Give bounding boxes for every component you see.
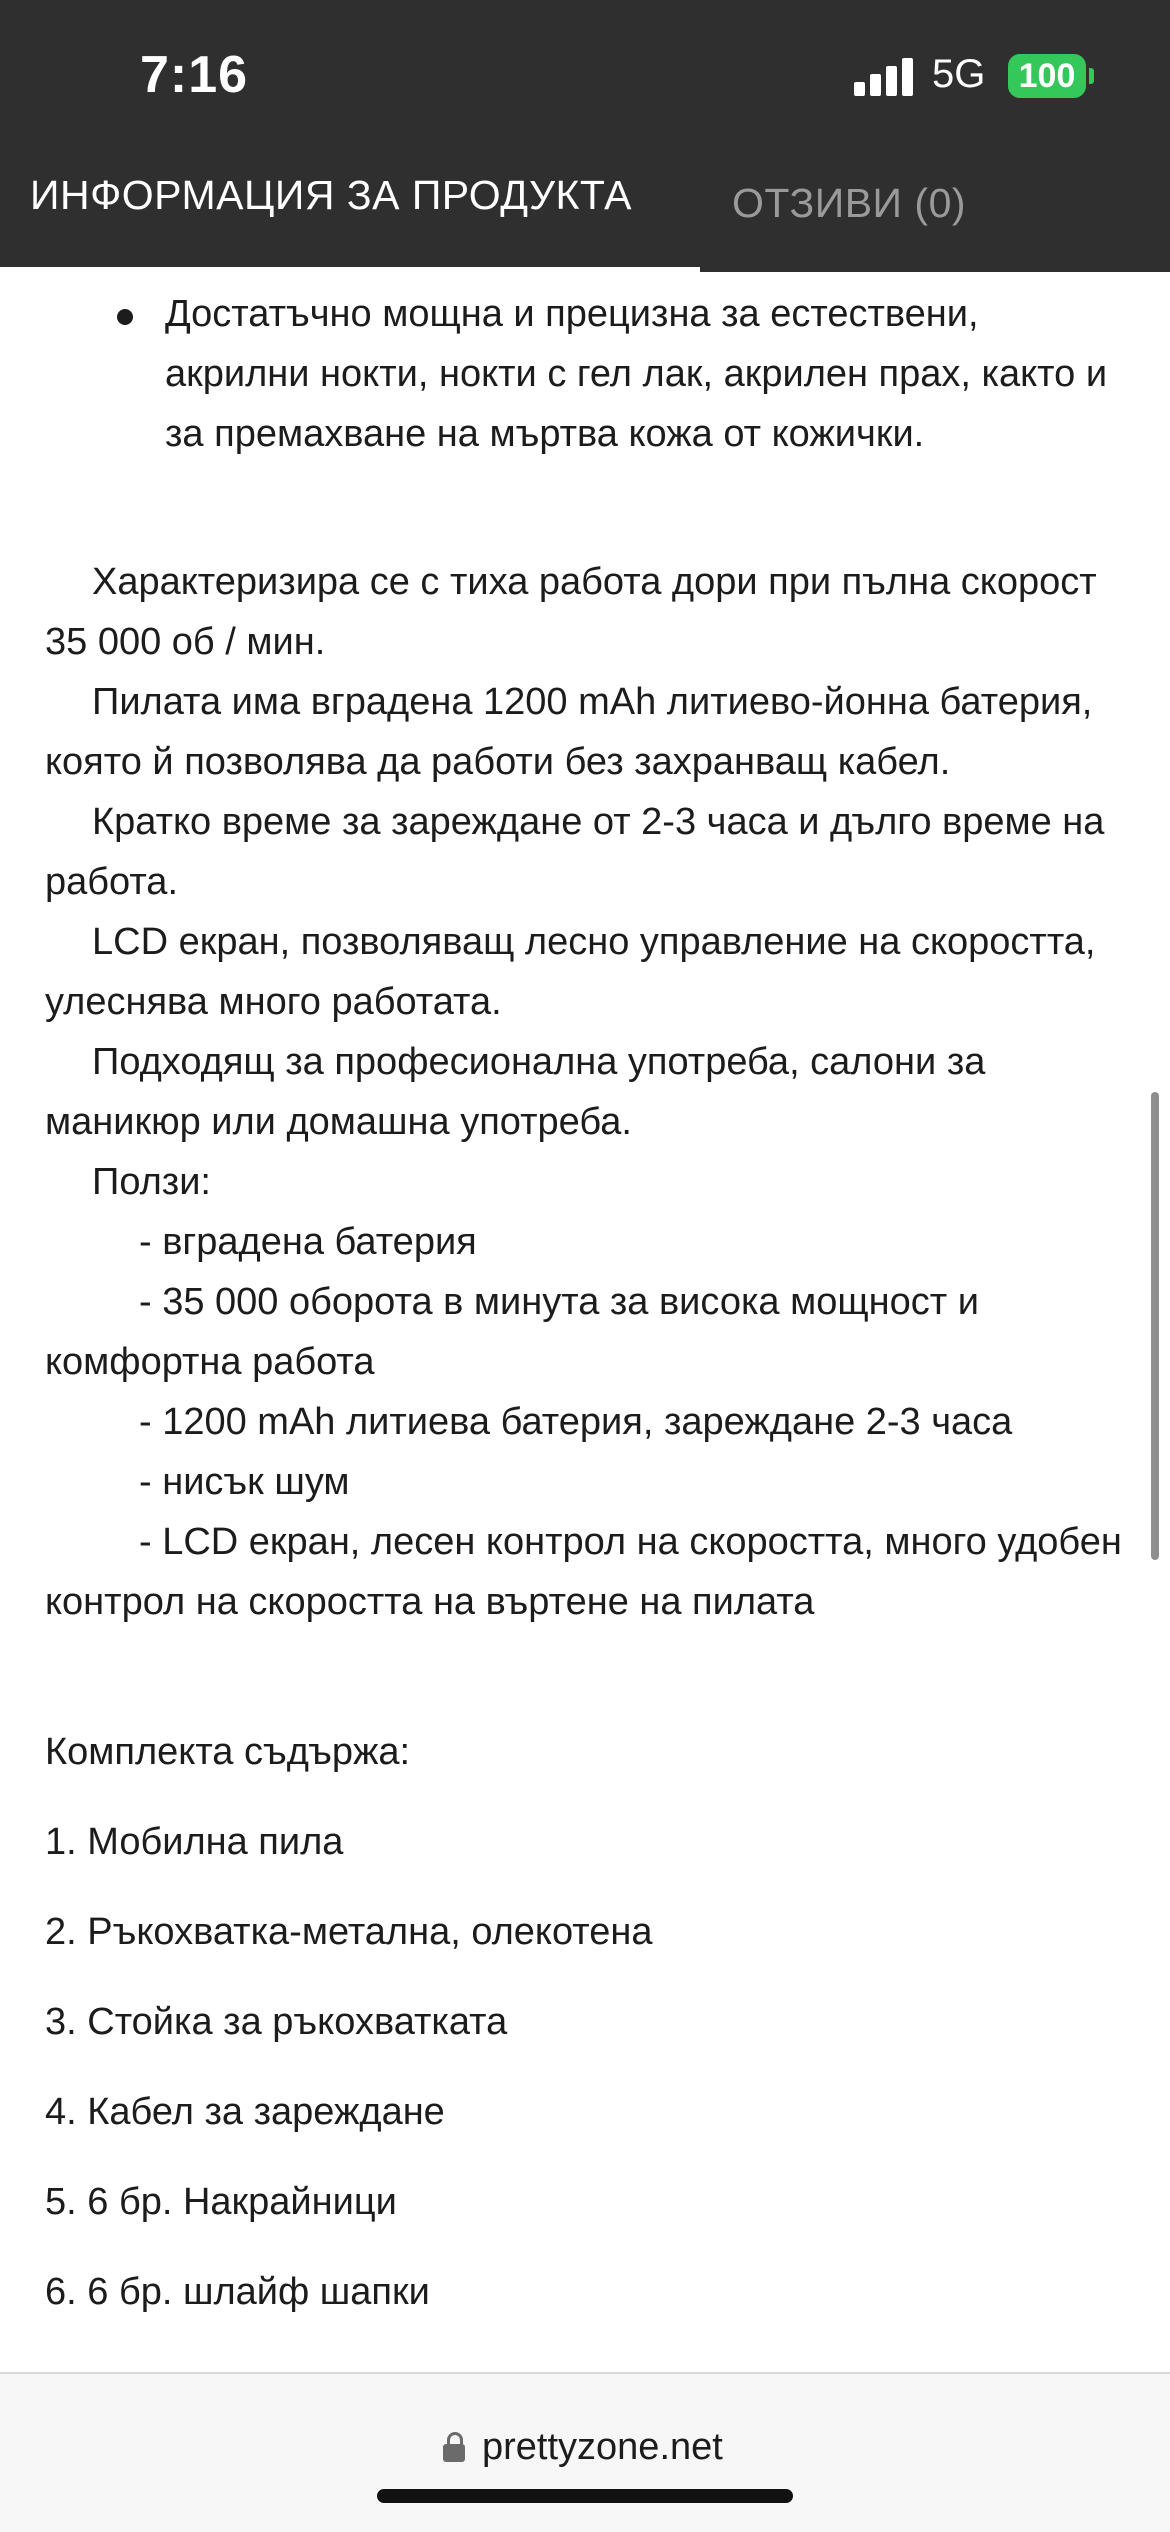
kit-list (45, 1812, 1145, 2352)
benefit-item: - 1200 mAh литиева батерия, зареждане 2-3 часа (139, 1401, 1013, 1443)
benefits-heading: Ползи: (92, 1161, 211, 1203)
kit-title: Комплекта съдържа: (45, 1731, 411, 1773)
paragraph: LCD екран, позволяващ лесно управление на скоростта, улеснява много работата. (45, 921, 1096, 1023)
status-bar (0, 0, 1170, 140)
paragraph: Характеризира се с тиха работа дори при пълна скорост 35 000 об / мин. (45, 561, 1097, 663)
benefit-item: - 35 000 оборота в минута за висока мощност и комфортна работа (45, 1281, 979, 1383)
home-indicator[interactable] (377, 2489, 793, 2503)
product-tabs (0, 140, 1170, 272)
lock-icon (443, 2432, 465, 2462)
browser-url-bar[interactable] (0, 2372, 1170, 2532)
tab-product-info-label: ИНФОРМАЦИЯ ЗА ПРОДУКТА (30, 172, 632, 218)
kit-item: 4. Кабел за зареждане (45, 2091, 445, 2133)
benefit-item: - LCD екран, лесен контрол на скоростта, много удобен контрол на скоростта на въртене на пилата (45, 1521, 1122, 1623)
battery-level: 100 (1018, 57, 1076, 95)
network-type: 5G (932, 52, 986, 96)
benefit-item: - нисък шум (139, 1461, 350, 1503)
kit-item: 2. Ръкохватка-метална, олекотена (45, 1911, 653, 1953)
paragraph: Подходящ за професионална употреба, салони за маникюр или домашна употреба. (45, 1041, 986, 1143)
url-domain[interactable]: prettyzone.net (482, 2426, 723, 2468)
bullet-icon (117, 309, 133, 325)
paragraph: Кратко време за зареждане от 2-3 часа и дълго време на работа. (45, 801, 1105, 903)
status-time: 7:16 (140, 46, 249, 104)
paragraph: Пилата има вградена 1200 mAh литиево-йонна батерия, която й позволява да работи без захранващ кабел. (45, 681, 1093, 783)
scrollbar[interactable] (1151, 1092, 1159, 1560)
kit-item: 1. Мобилна пила (45, 1821, 344, 1863)
benefit-item: - вградена батерия (139, 1221, 477, 1263)
battery-icon (1008, 54, 1086, 98)
tab-reviews-label: ОТЗИВИ (0) (732, 180, 967, 226)
description-text (45, 552, 1145, 1632)
kit-item: 5. 6 бр. Накрайници (45, 2181, 397, 2223)
kit-item: 3. Стойка за ръкохватката (45, 2001, 508, 2043)
cellular-signal-icon (854, 58, 914, 96)
battery-cap (1089, 68, 1094, 84)
tab-product-info[interactable] (0, 140, 700, 272)
tab-reviews[interactable] (700, 140, 1170, 272)
bullet-item: Достатъчно мощна и прецизна за естествени, акрилни нокти, нокти с гел лак, акрилен прах, както и за премахване на мъртва кожа от кожички. (165, 293, 1108, 455)
kit-item: 6. 6 бр. шлайф шапки (45, 2271, 430, 2313)
product-description (0, 272, 1170, 2372)
